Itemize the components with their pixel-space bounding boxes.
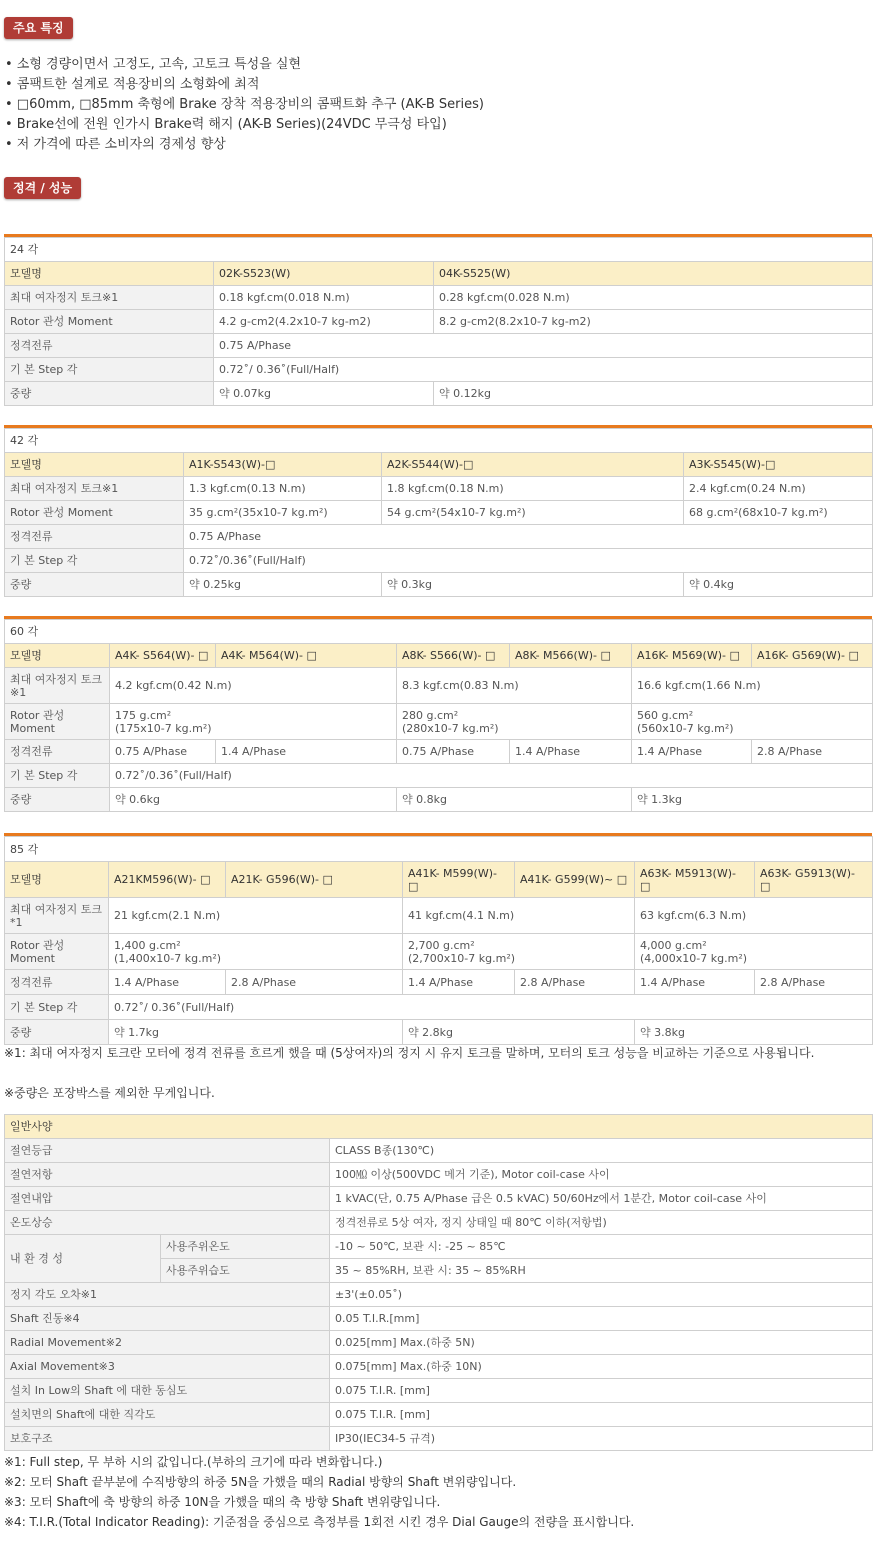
table-cell: 21 kgf.cm(2.1 N.m): [109, 898, 403, 934]
row-label: 설치 In Low의 Shaft 에 대한 동심도: [5, 1379, 330, 1403]
row-label: 중량: [5, 788, 110, 812]
torque-footnote: ※1: 최대 여자정지 토크란 모터에 정격 전류를 흐르게 했을 때 (5상여자)의 정지 시 유지 토크를 말하며, 모터의 토크 성능을 비교하는 기준으로 사용됩니다.: [4, 1046, 815, 1060]
table-cell: 4.2 g-cm2(4.2x10-7 kg-m2): [214, 310, 434, 334]
table-cell: 1.8 kgf.cm(0.18 N.m): [382, 477, 684, 501]
section-title: 일반사양: [5, 1115, 873, 1139]
table-cell: 약 1.3kg: [632, 788, 873, 812]
row-label: 절연저항: [5, 1163, 330, 1187]
row-sublabel: 사용주위습도: [161, 1259, 330, 1283]
rotor-value: 4,000 g.cm²: [640, 938, 707, 952]
list-item: • 콤팩트한 설계로 적용장비의 소형화에 최적: [5, 77, 260, 92]
row-label: 설치면의 Shaft에 대한 직각도: [5, 1403, 330, 1427]
table-cell: 4.2 kgf.cm(0.42 N.m): [110, 668, 397, 704]
row-sublabel: 사용주위온도: [161, 1235, 330, 1259]
table-cell: 0.75 A/Phase: [397, 740, 510, 764]
table-cell: 8.2 g-cm2(8.2x10-7 kg-m2): [434, 310, 873, 334]
row-label: 중량: [5, 1020, 109, 1045]
table-cell: 35 ~ 85%RH, 보관 시: 35 ~ 85%RH: [330, 1259, 873, 1283]
list-item: • 저 가격에 따른 소비자의 경제성 향상: [5, 137, 226, 152]
model-cell: A41K- M599(W)- □: [403, 862, 515, 898]
rotor-value: 2,700 g.cm²: [408, 938, 475, 952]
model-cell: A4K- S564(W)- □: [110, 644, 216, 668]
table-cell: [397, 704, 632, 740]
table-cell: 약 0.8kg: [397, 788, 632, 812]
table-cell: [635, 934, 873, 970]
general-footnotes: [4, 1452, 634, 1532]
section-title: 24 각: [5, 238, 873, 262]
row-label: 정격전류: [5, 525, 184, 549]
footnote: ※1: Full step, 무 부하 시의 값입니다.(부하의 크기에 따라 변화합니다.): [4, 1455, 383, 1469]
spec-table-42: [4, 425, 872, 597]
table-cell: IP30(IEC34-5 규격): [330, 1427, 873, 1451]
table-cell: 약 0.6kg: [110, 788, 397, 812]
row-label: 모델명: [5, 262, 214, 286]
spec-table-60: [4, 616, 872, 812]
model-cell: 04K-S525(W): [434, 262, 873, 286]
row-label: Rotor 관성 Moment: [5, 501, 184, 525]
rotor-value-si: (1,400x10-7 kg.m²): [114, 951, 222, 965]
model-cell: A63K- G5913(W)- □: [755, 862, 873, 898]
model-cell: 02K-S523(W): [214, 262, 434, 286]
table-cell: 약 1.7kg: [109, 1020, 403, 1045]
weight-footnote: ※중량은 포장박스를 제외한 무게입니다.: [4, 1086, 215, 1100]
row-label: 최대 여자정지 토크※1: [5, 668, 110, 704]
table-cell: 1.4 A/Phase: [109, 970, 226, 995]
table-cell: CLASS B종(130℃): [330, 1139, 873, 1163]
section-title: 42 각: [5, 429, 873, 453]
model-cell: A8K- S566(W)- □: [397, 644, 510, 668]
features-heading-badge: 주요 특징: [4, 17, 73, 39]
table-cell: 0.72˚/ 0.36˚(Full/Half): [109, 995, 873, 1020]
row-label: 최대 여자정지 토크 *1: [5, 898, 109, 934]
table-cell: 약 0.07kg: [214, 382, 434, 406]
spec-table-24: [4, 234, 872, 406]
rotor-value-si: (2,700x10-7 kg.m²): [408, 951, 516, 965]
row-label: Radial Movement※2: [5, 1331, 330, 1355]
rotor-value-si: (560x10-7 kg.m²): [637, 721, 734, 735]
table-cell: 약 3.8kg: [635, 1020, 873, 1045]
table-cell: 2.8 A/Phase: [752, 740, 873, 764]
table-cell: 2.4 kgf.cm(0.24 N.m): [684, 477, 873, 501]
table-cell: -10 ~ 50℃, 보관 시: -25 ~ 85℃: [330, 1235, 873, 1259]
model-cell: A21KM596(W)- □: [109, 862, 226, 898]
table-cell: 2.8 A/Phase: [515, 970, 635, 995]
row-label: 모델명: [5, 644, 110, 668]
list-item: • □60mm, □85mm 축형에 Brake 장착 적용장비의 콤팩트화 추구 (AK-B Series): [5, 97, 484, 112]
model-cell: A16K- M569(W)- □: [632, 644, 752, 668]
row-label: 정지 각도 오차※1: [5, 1283, 330, 1307]
table-cell: [110, 704, 397, 740]
table-cell: 1.4 A/Phase: [216, 740, 397, 764]
table-cell: 0.75 A/Phase: [184, 525, 873, 549]
rotor-value-si: (280x10-7 kg.m²): [402, 721, 499, 735]
row-label: 모델명: [5, 453, 184, 477]
model-cell: A2K-S544(W)-□: [382, 453, 684, 477]
model-cell: A3K-S545(W)-□: [684, 453, 873, 477]
rotor-value-si: (175x10-7 kg.m²): [115, 721, 212, 735]
table-cell: 0.18 kgf.cm(0.018 N.m): [214, 286, 434, 310]
row-label: Rotor 관성 Moment: [5, 934, 109, 970]
table-cell: 8.3 kgf.cm(0.83 N.m): [397, 668, 632, 704]
table-cell: 0.72˚/ 0.36˚(Full/Half): [214, 358, 873, 382]
table-cell: 0.075 T.I.R. [mm]: [330, 1379, 873, 1403]
table-cell: 63 kgf.cm(6.3 N.m): [635, 898, 873, 934]
row-label: 정격전류: [5, 970, 109, 995]
row-label: 최대 여자정지 토크※1: [5, 286, 214, 310]
list-item: • 소형 경량이면서 고정도, 고속, 고토크 특성을 실현: [5, 57, 302, 72]
rotor-value: 175 g.cm²: [115, 708, 172, 722]
row-label: 정격전류: [5, 334, 214, 358]
row-label: 절연내압: [5, 1187, 330, 1211]
table-cell: 16.6 kgf.cm(1.66 N.m): [632, 668, 873, 704]
table-cell: 41 kgf.cm(4.1 N.m): [403, 898, 635, 934]
section-title: 60 각: [5, 620, 873, 644]
model-cell: A8K- M566(W)- □: [510, 644, 632, 668]
footnote: ※4: T.I.R.(Total Indicator Reading): 기준점을 중심으로 측정부를 1회전 시킨 경우 Dial Gauge의 전량을 표시합니다.: [4, 1515, 635, 1529]
row-label: Rotor 관성 Moment: [5, 310, 214, 334]
rotor-value-si: (4,000x10-7 kg.m²): [640, 951, 748, 965]
row-label: Axial Movement※3: [5, 1355, 330, 1379]
rotor-value: 280 g.cm²: [402, 708, 459, 722]
model-cell: A4K- M564(W)- □: [216, 644, 397, 668]
table-cell: 0.025[mm] Max.(하중 5N): [330, 1331, 873, 1355]
row-label: 기 본 Step 각: [5, 549, 184, 573]
spec-table-85: [4, 833, 872, 1045]
row-label: 최대 여자정지 토크※1: [5, 477, 184, 501]
row-label: 중량: [5, 382, 214, 406]
features-list: [5, 55, 484, 155]
row-label: 중량: [5, 573, 184, 597]
model-cell: A21K- G596(W)- □: [226, 862, 403, 898]
row-label: 온도상승: [5, 1211, 330, 1235]
table-cell: 0.72˚/0.36˚(Full/Half): [184, 549, 873, 573]
model-cell: A1K-S543(W)-□: [184, 453, 382, 477]
ratings-heading-badge: 정격 / 성능: [4, 177, 81, 199]
table-cell: 2.8 A/Phase: [755, 970, 873, 995]
table-cell: 0.28 kgf.cm(0.028 N.m): [434, 286, 873, 310]
rotor-value: 1,400 g.cm²: [114, 938, 181, 952]
table-cell: 0.75 A/Phase: [214, 334, 873, 358]
table-cell: 0.72˚/0.36˚(Full/Half): [110, 764, 873, 788]
table-cell: [403, 934, 635, 970]
table-cell: 0.075 T.I.R. [mm]: [330, 1403, 873, 1427]
table-cell: 약 0.25kg: [184, 573, 382, 597]
table-cell: 0.75 A/Phase: [110, 740, 216, 764]
row-label: 절연등급: [5, 1139, 330, 1163]
table-cell: 35 g.cm²(35x10-7 kg.m²): [184, 501, 382, 525]
table-cell: [632, 704, 873, 740]
footnote: ※3: 모터 Shaft에 축 방향의 하중 10N을 가했을 때의 축 방향 Shaft 변위량입니다.: [4, 1495, 441, 1509]
table-cell: ±3'(±0.05˚): [330, 1283, 873, 1307]
table-cell: 정격전류로 5상 여자, 정지 상태일 때 80℃ 이하(저항법): [330, 1211, 873, 1235]
table-cell: 68 g.cm²(68x10-7 kg.m²): [684, 501, 873, 525]
table-cell: 1.4 A/Phase: [635, 970, 755, 995]
row-label: 정격전류: [5, 740, 110, 764]
rotor-value: 560 g.cm²: [637, 708, 694, 722]
general-spec-table: [4, 1114, 872, 1451]
model-cell: A63K- M5913(W)- □: [635, 862, 755, 898]
table-cell: 100㏁ 이상(500VDC 메거 기준), Motor coil-case 사이: [330, 1163, 873, 1187]
table-cell: 1.4 A/Phase: [632, 740, 752, 764]
row-label: 기 본 Step 각: [5, 764, 110, 788]
table-cell: 약 0.3kg: [382, 573, 684, 597]
table-cell: 0.05 T.I.R.[mm]: [330, 1307, 873, 1331]
table-cell: 약 2.8kg: [403, 1020, 635, 1045]
row-label: 기 본 Step 각: [5, 358, 214, 382]
model-cell: A16K- G569(W)- □: [752, 644, 873, 668]
row-label: 내 환 경 성: [5, 1235, 161, 1283]
model-cell: A41K- G599(W)~ □: [515, 862, 635, 898]
section-title: 85 각: [5, 837, 873, 862]
table-cell: 2.8 A/Phase: [226, 970, 403, 995]
row-label: 기 본 Step 각: [5, 995, 109, 1020]
table-cell: 1.3 kgf.cm(0.13 N.m): [184, 477, 382, 501]
row-label: 보호구조: [5, 1427, 330, 1451]
footnote: ※2: 모터 Shaft 끝부분에 수직방향의 하중 5N을 가했을 때의 Radial 방향의 Shaft 변위량입니다.: [4, 1475, 517, 1489]
table-cell: 0.075[mm] Max.(하중 10N): [330, 1355, 873, 1379]
list-item: • Brake선에 전원 인가시 Brake력 해지 (AK-B Series)(24VDC 무극성 타입): [5, 117, 447, 132]
table-cell: 1 kVAC(단, 0.75 A/Phase 급은 0.5 kVAC) 50/60Hz에서 1분간, Motor coil-case 사이: [330, 1187, 873, 1211]
row-label: Rotor 관성 Moment: [5, 704, 110, 740]
table-cell: 54 g.cm²(54x10-7 kg.m²): [382, 501, 684, 525]
row-label: 모델명: [5, 862, 109, 898]
table-cell: 1.4 A/Phase: [510, 740, 632, 764]
table-cell: 1.4 A/Phase: [403, 970, 515, 995]
table-cell: [109, 934, 403, 970]
table-cell: 약 0.12kg: [434, 382, 873, 406]
table-cell: 약 0.4kg: [684, 573, 873, 597]
row-label: Shaft 진동※4: [5, 1307, 330, 1331]
